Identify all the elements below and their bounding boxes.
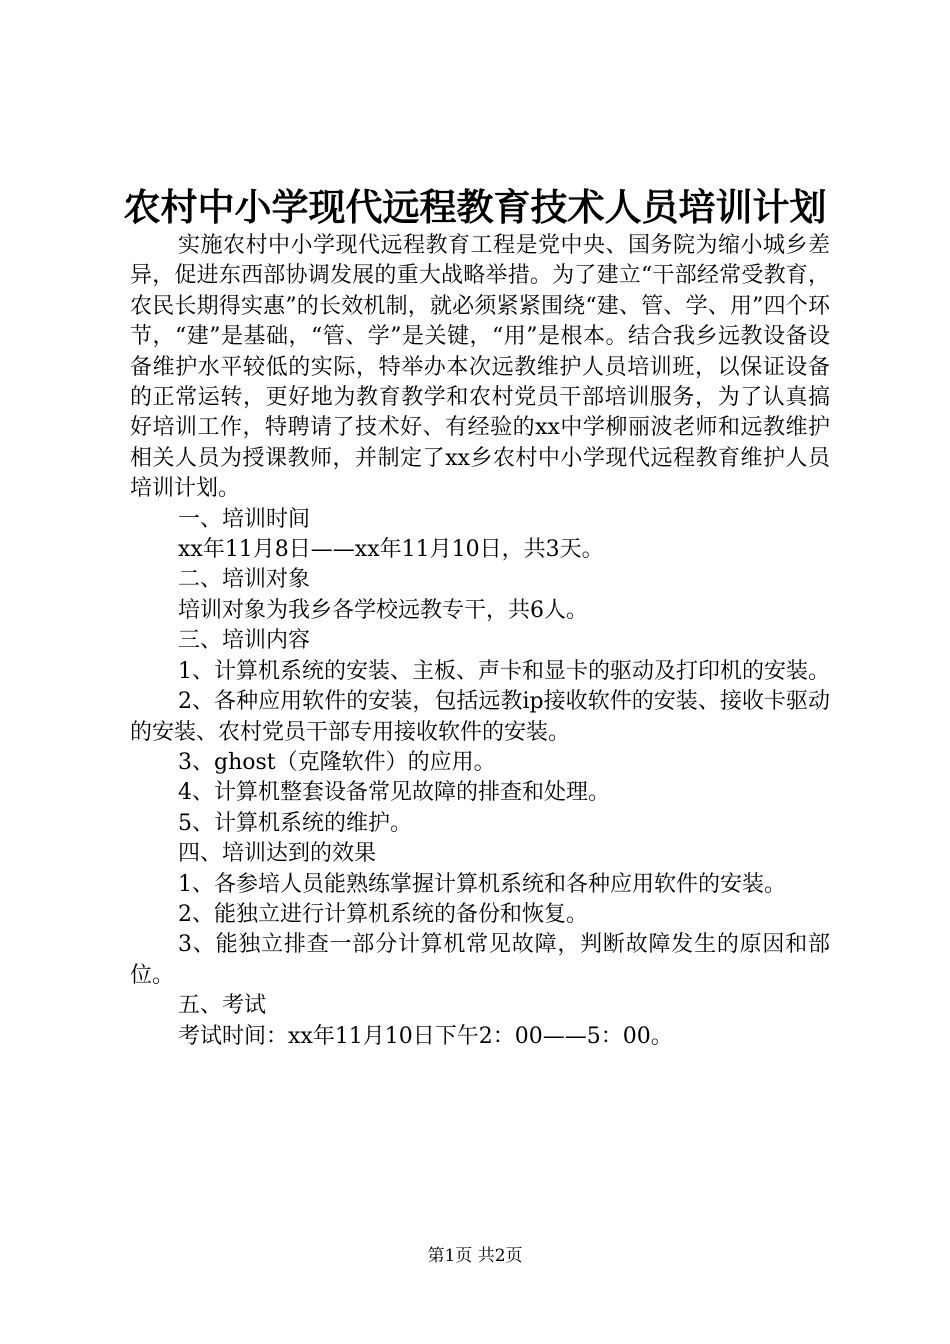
content-item: 3、ghost（克隆软件）的应用。 (178, 749, 496, 775)
content-item: 4、计算机整套设备常见故障的排查和处理。 (178, 780, 610, 806)
document-body (130, 231, 830, 1052)
content-item: 2、各种应用软件的安装，包括远教ip接收软件的安装、接收卡驱动的安装、农村党员干部专用接收软件的安装。 (130, 689, 830, 745)
section-heading-training-effect: 四、培训达到的效果 (178, 841, 377, 867)
exam-time-text: 考试时间：xx年11月10日下午2：00——5：00。 (178, 1023, 673, 1049)
section-heading-training-target: 二、培训对象 (178, 567, 311, 593)
intro-paragraph: 实施农村中小学现代远程教育工程是党中央、国务院为缩小城乡差异，促进东西部协调发展的重大战略举措。为了建立“干部经常受教育，农民长期得实惠”的长效机制，就必须紧紧围绕“建、管、学、用”四个环节，“建”是基础，“管、学”是关键，“用”是根本。结合我乡远教设备设备维护水平较低的实际，特举办本次远教维护人员培训班，以保证设备的正常运转，更好地为教育教学和农村党员干部培训服务，为了认真搞好培训工作，特聘请了技术好、有经验的xx中学柳丽波老师和远教维护相关人员为授课教师，并制定了xx乡农村中小学现代远程教育维护人员培训计划。 (130, 233, 830, 502)
effect-item: 2、能独立进行计算机系统的备份和恢复。 (178, 901, 588, 927)
document-title: 农村中小学现代远程教育技术人员培训计划 (123, 185, 827, 229)
content-item: 1、计算机系统的安装、主板、声卡和显卡的驱动及打印机的安装。 (178, 658, 830, 684)
effect-item: 1、各参培人员能熟练掌握计算机系统和各种应用软件的安装。 (178, 871, 786, 897)
effect-item: 3、能独立排查一部分计算机常见故障，判断故障发生的原因和部位。 (130, 932, 830, 988)
training-time-text: xx年11月8日——xx年11月10日，共3天。 (178, 537, 604, 563)
training-target-text: 培训对象为我乡各学校远教专干，共6人。 (178, 597, 588, 623)
section-heading-exam: 五、考试 (178, 993, 267, 1019)
section-heading-training-content: 三、培训内容 (178, 628, 311, 654)
page-indicator: 第1页 共2页 (427, 1246, 523, 1266)
content-item: 5、计算机系统的维护。 (178, 810, 412, 836)
section-heading-training-time: 一、培训时间 (178, 506, 311, 532)
